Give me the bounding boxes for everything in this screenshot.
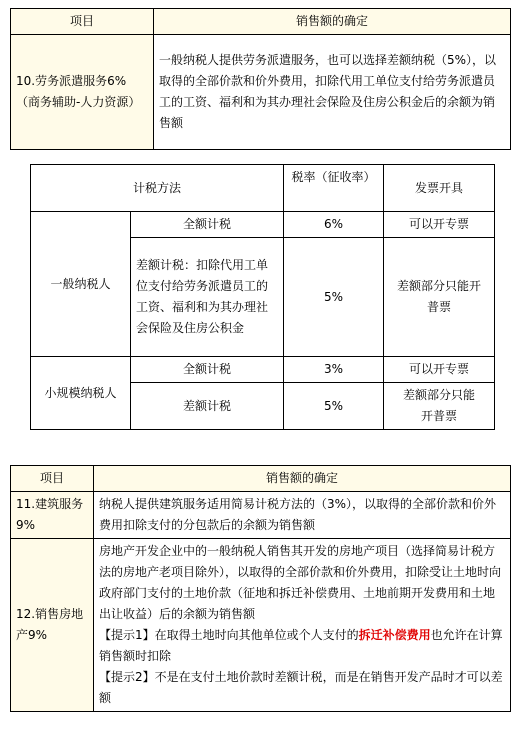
table-header-row	[11, 9, 511, 35]
tax-method-table	[30, 164, 495, 430]
header-sales-determination: 销售额的确定	[94, 466, 511, 492]
tip-2: 【提示2】不是在支付土地价款时差额计税，而是在销售开发产品时才可以差额	[99, 670, 503, 705]
table-row	[11, 35, 511, 150]
table-row	[31, 357, 495, 383]
table-header-row	[31, 165, 495, 212]
tip-1-suffix: 也允许在计算销售额时扣除	[99, 628, 503, 663]
small-taxpayer-label: 小规模纳税人	[31, 357, 131, 430]
table-row	[31, 212, 495, 238]
method-cell: 全额计税	[131, 357, 284, 383]
invoice-cell: 差额部分只能开普票	[384, 383, 495, 430]
header-method: 计税方法	[31, 165, 284, 212]
invoice-cell: 可以开专票	[384, 212, 495, 238]
invoice-cell: 可以开专票	[384, 357, 495, 383]
general-taxpayer-label: 一般纳税人	[31, 212, 131, 357]
table-header-row	[11, 466, 511, 492]
construction-realestate-table	[10, 465, 511, 712]
desc-cell: 纳税人提供建筑服务适用简易计税方法的（3%），以取得的全部价款和价外费用扣除支付的分包款后的余额为销售额	[94, 492, 511, 539]
desc-cell	[94, 539, 511, 712]
rate-cell: 6%	[284, 212, 384, 238]
item-cell: 12.销售房地产9%	[11, 539, 94, 712]
header-sales-determination: 销售额的确定	[154, 9, 511, 35]
tip-1-highlight: 拆迁补偿费用	[358, 628, 431, 642]
labor-dispatch-table	[10, 8, 511, 150]
tip-1-prefix: 【提示1】在取得土地时向其他单位或个人支付的	[99, 628, 359, 642]
item-cell: 10.劳务派遣服务6%（商务辅助-人力资源）	[11, 35, 154, 150]
invoice-cell: 差额部分只能开普票	[384, 238, 495, 357]
tip-1	[99, 625, 505, 667]
method-cell: 差额计税：扣除代用工单位支付给劳务派遣员工的工资、福利和为其办理社会保险及住房公积金	[131, 238, 284, 357]
method-cell: 差额计税	[131, 383, 284, 430]
header-item: 项目	[11, 9, 154, 35]
header-item: 项目	[11, 466, 94, 492]
rate-cell: 5%	[284, 383, 384, 430]
desc-cell: 一般纳税人提供劳务派遣服务，也可以选择差额纳税（5%），以取得的全部价款和价外费用，扣除代用工单位支付给劳务派遣员工的工资、福利和为其办理社会保险及住房公积金后的余额为销售额	[154, 35, 511, 150]
method-cell: 全额计税	[131, 212, 284, 238]
item-cell: 11.建筑服务9%	[11, 492, 94, 539]
rate-cell: 5%	[284, 238, 384, 357]
realestate-desc: 房地产开发企业中的一般纳税人销售其开发的房地产项目（选择简易计税方法的房地产老项目除外），以取得的全部价款和价外费用，扣除受让土地时向政府部门支付的土地价款（征地和拆迁补偿费用、土地前期开发费用和土地出让收益）后的余额为销售额	[99, 544, 502, 621]
table-row	[11, 492, 511, 539]
table-row	[11, 539, 511, 712]
rate-cell: 3%	[284, 357, 384, 383]
header-rate: 税率（征收率）	[284, 165, 384, 212]
header-invoice: 发票开具	[384, 165, 495, 212]
